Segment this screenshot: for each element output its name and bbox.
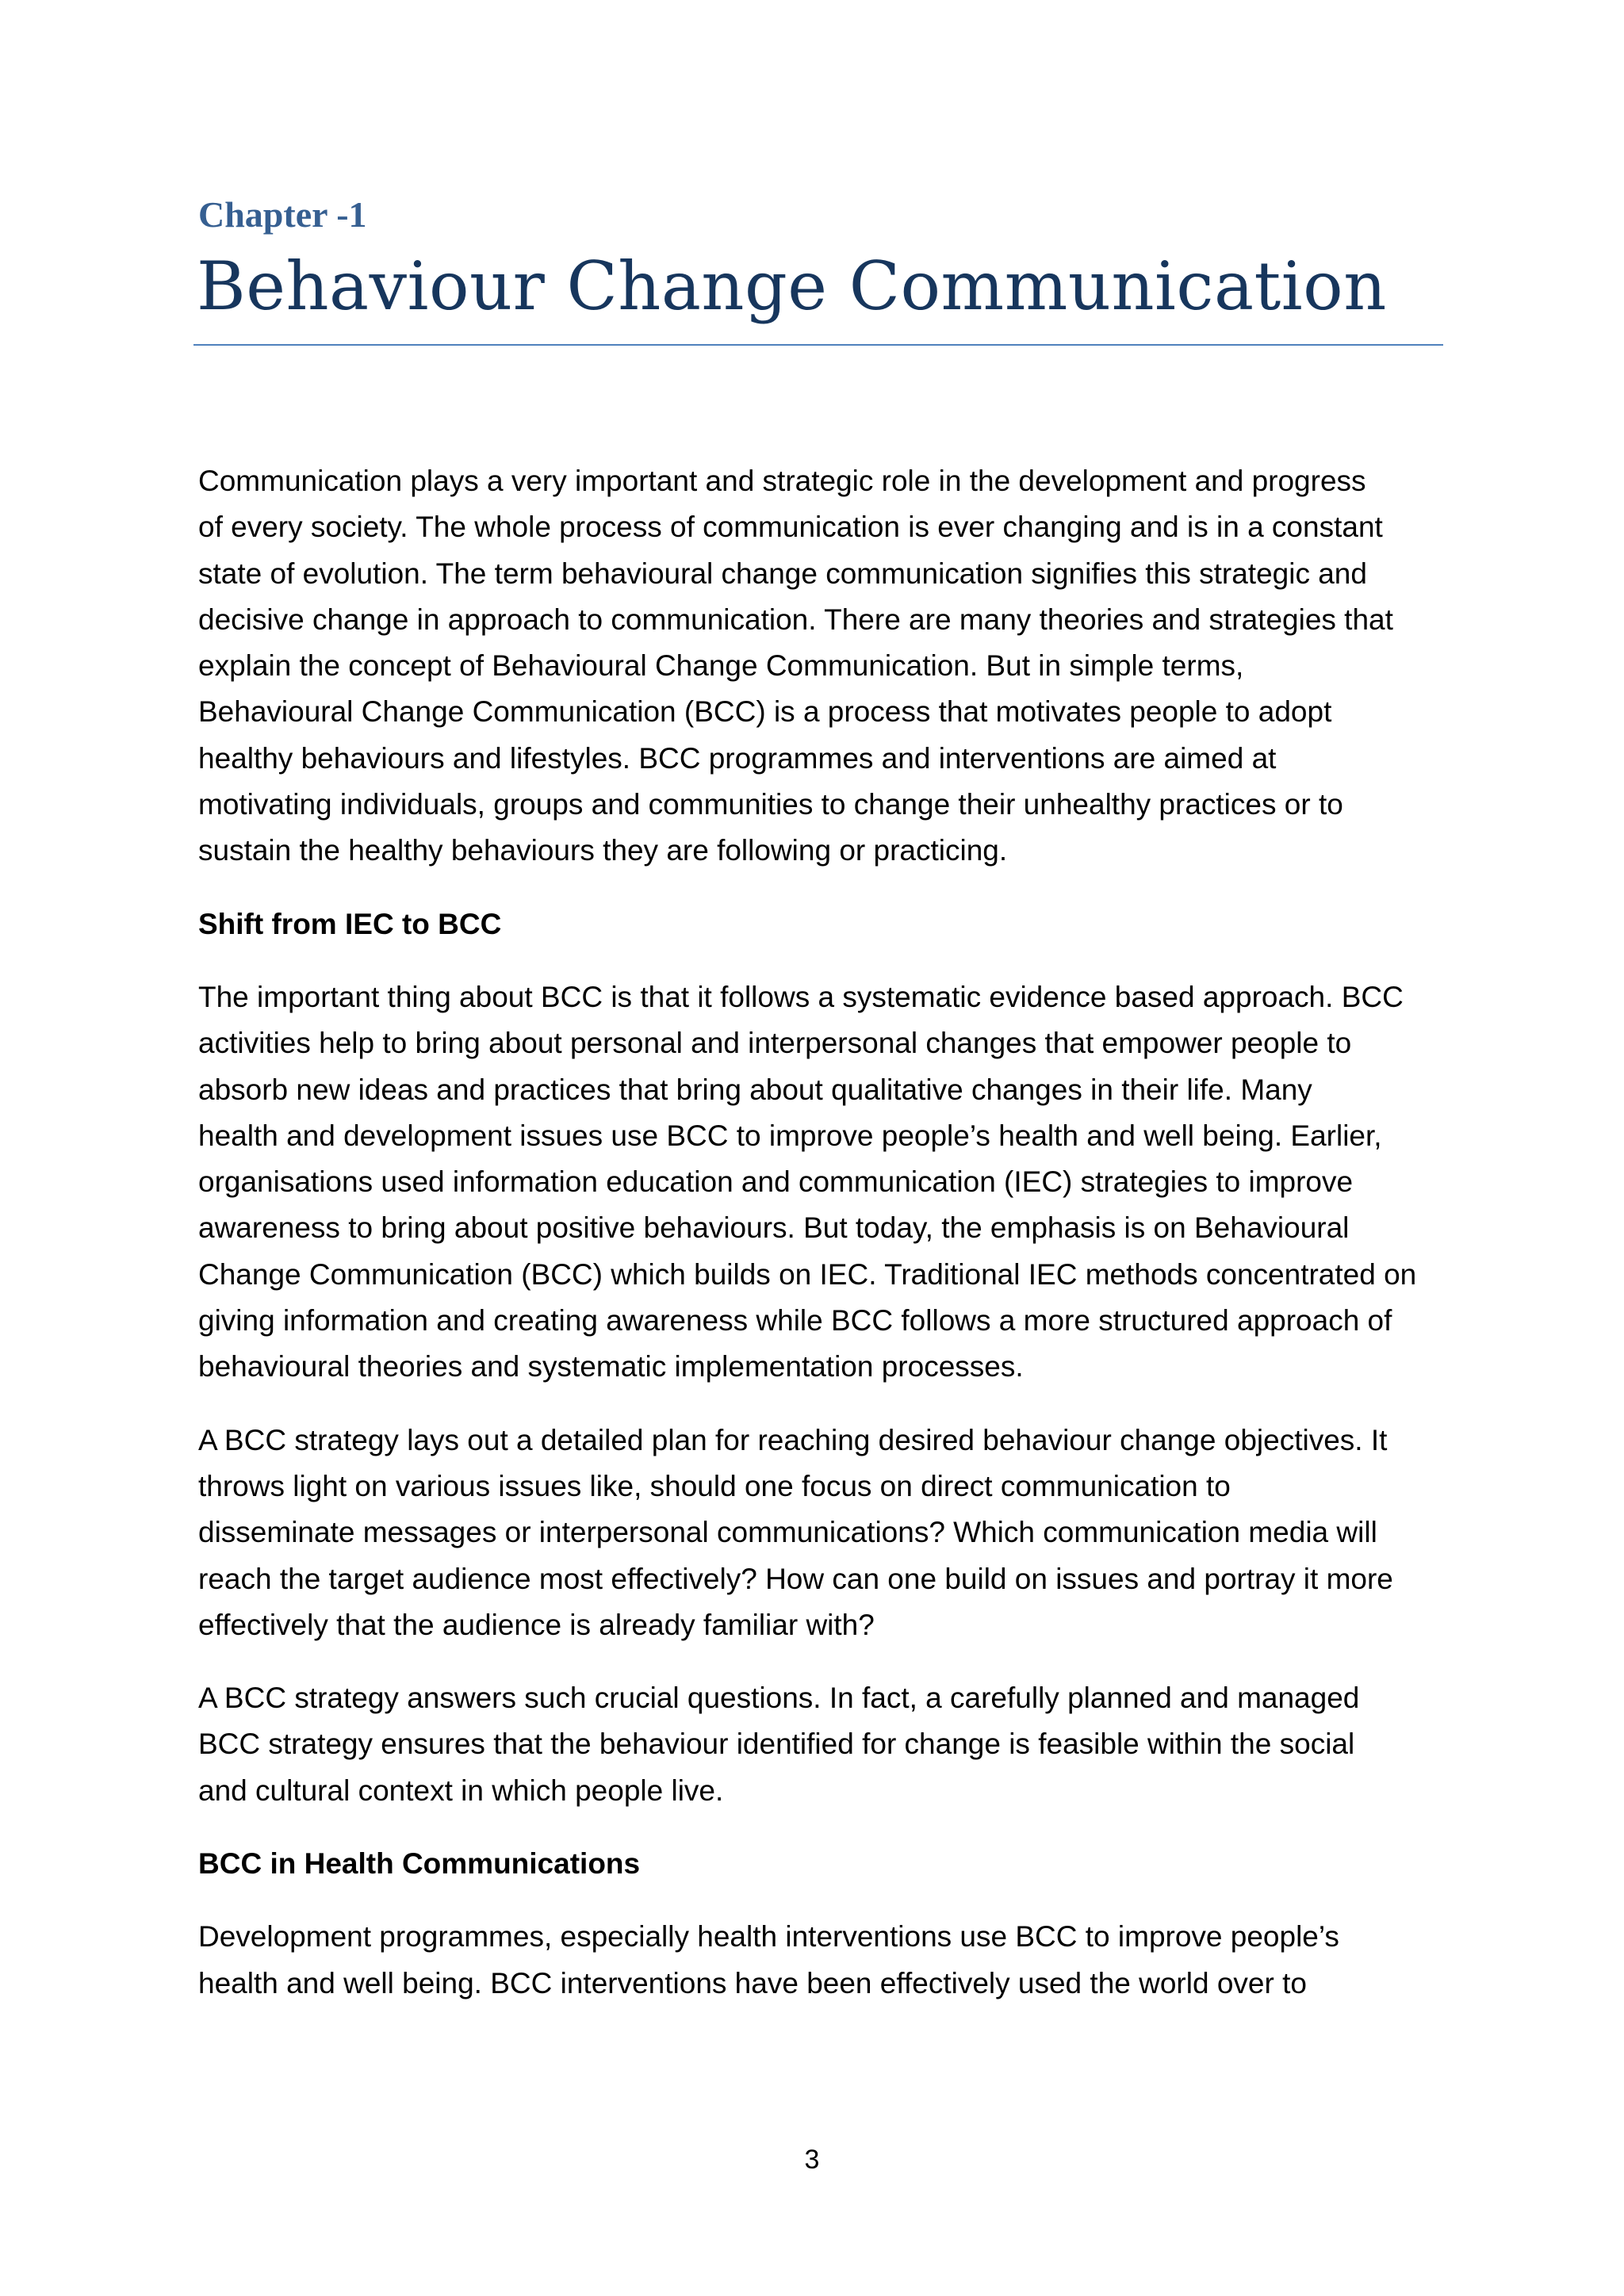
text-line: Development programmes, especially health interventions use BCC to improve people’s [198,1920,1339,1954]
text-line: awareness to bring about positive behaviours. But today, the emphasis is on Behavioural [198,1211,1350,1245]
body-paragraph [198,974,1442,1391]
text-line: of every society. The whole process of communication is ever changing and is in a constant [198,511,1383,544]
text-line: Behavioural Change Communication (BCC) is a process that motivates people to adopt [198,695,1332,729]
text-line: BCC strategy ensures that the behaviour identified for change is feasible within the social [198,1728,1355,1761]
text-line: explain the concept of Behavioural Change Communication. But in simple terms, [198,649,1244,683]
text-line: disseminate messages or interpersonal communications? Which communication media will [198,1516,1377,1549]
text-line: organisations used information education and communication (IEC) strategies to improve [198,1165,1354,1199]
text-line: and cultural context in which people live. [198,1774,724,1807]
title-divider [193,344,1443,346]
body-paragraph [198,1418,1442,1648]
text-line: health and well being. BCC interventions have been effectively used the world over to [198,1966,1307,1999]
chapter-label: Chapter -1 [198,194,367,235]
text-line: behavioural theories and systematic implementation processes. [198,1350,1024,1383]
page-number: 3 [804,2145,820,2175]
text-line: throws light on various issues like, should one focus on direct communication to [198,1469,1231,1502]
body-paragraph [198,458,1442,874]
text-line: giving information and creating awareness while BCC follows a more structured approach of [198,1304,1392,1337]
text-line: healthy behaviours and lifestyles. BCC programmes and interventions are aimed at [198,741,1277,775]
body-paragraph [198,1675,1442,1814]
text-line: reach the target audience most effectively? How can one build on issues and portray it more [198,1562,1393,1595]
text-line: Change Communication (BCC) which builds on IEC. Traditional IEC methods concentrated on [198,1257,1417,1291]
section-heading: Shift from IEC to BCC [198,907,502,940]
text-line: A BCC strategy answers such crucial questions. In fact, a carefully planned and managed [198,1682,1360,1715]
text-line: activities help to bring about personal and interpersonal changes that empower people to [198,1027,1352,1060]
text-line: motivating individuals, groups and communities to change their unhealthy practices or to [198,788,1343,821]
chapter-title: Behaviour Change Communication [197,247,1387,325]
text-line: decisive change in approach to communication. There are many theories and strategies that [198,603,1393,636]
text-line: state of evolution. The term behavioural change communication signifies this strategic and [198,557,1367,590]
text-line: absorb new ideas and practices that bring about qualitative changes in their life. Many [198,1073,1312,1106]
body-paragraph [198,1914,1442,2007]
text-line: A BCC strategy lays out a detailed plan for reaching desired behaviour change objectives. It [198,1423,1388,1456]
section-heading: BCC in Health Communications [198,1847,641,1881]
body-text [198,458,1442,2034]
text-line: sustain the healthy behaviours they are following or practicing. [198,834,1008,867]
text-line: effectively that the audience is already familiar with? [198,1608,875,1641]
text-line: The important thing about BCC is that it follows a systematic evidence based approach. BCC [198,980,1404,1013]
text-line: Communication plays a very important and strategic role in the development and progress [198,465,1366,497]
text-line: health and development issues use BCC to improve people’s health and well being. Earlier, [198,1119,1382,1152]
